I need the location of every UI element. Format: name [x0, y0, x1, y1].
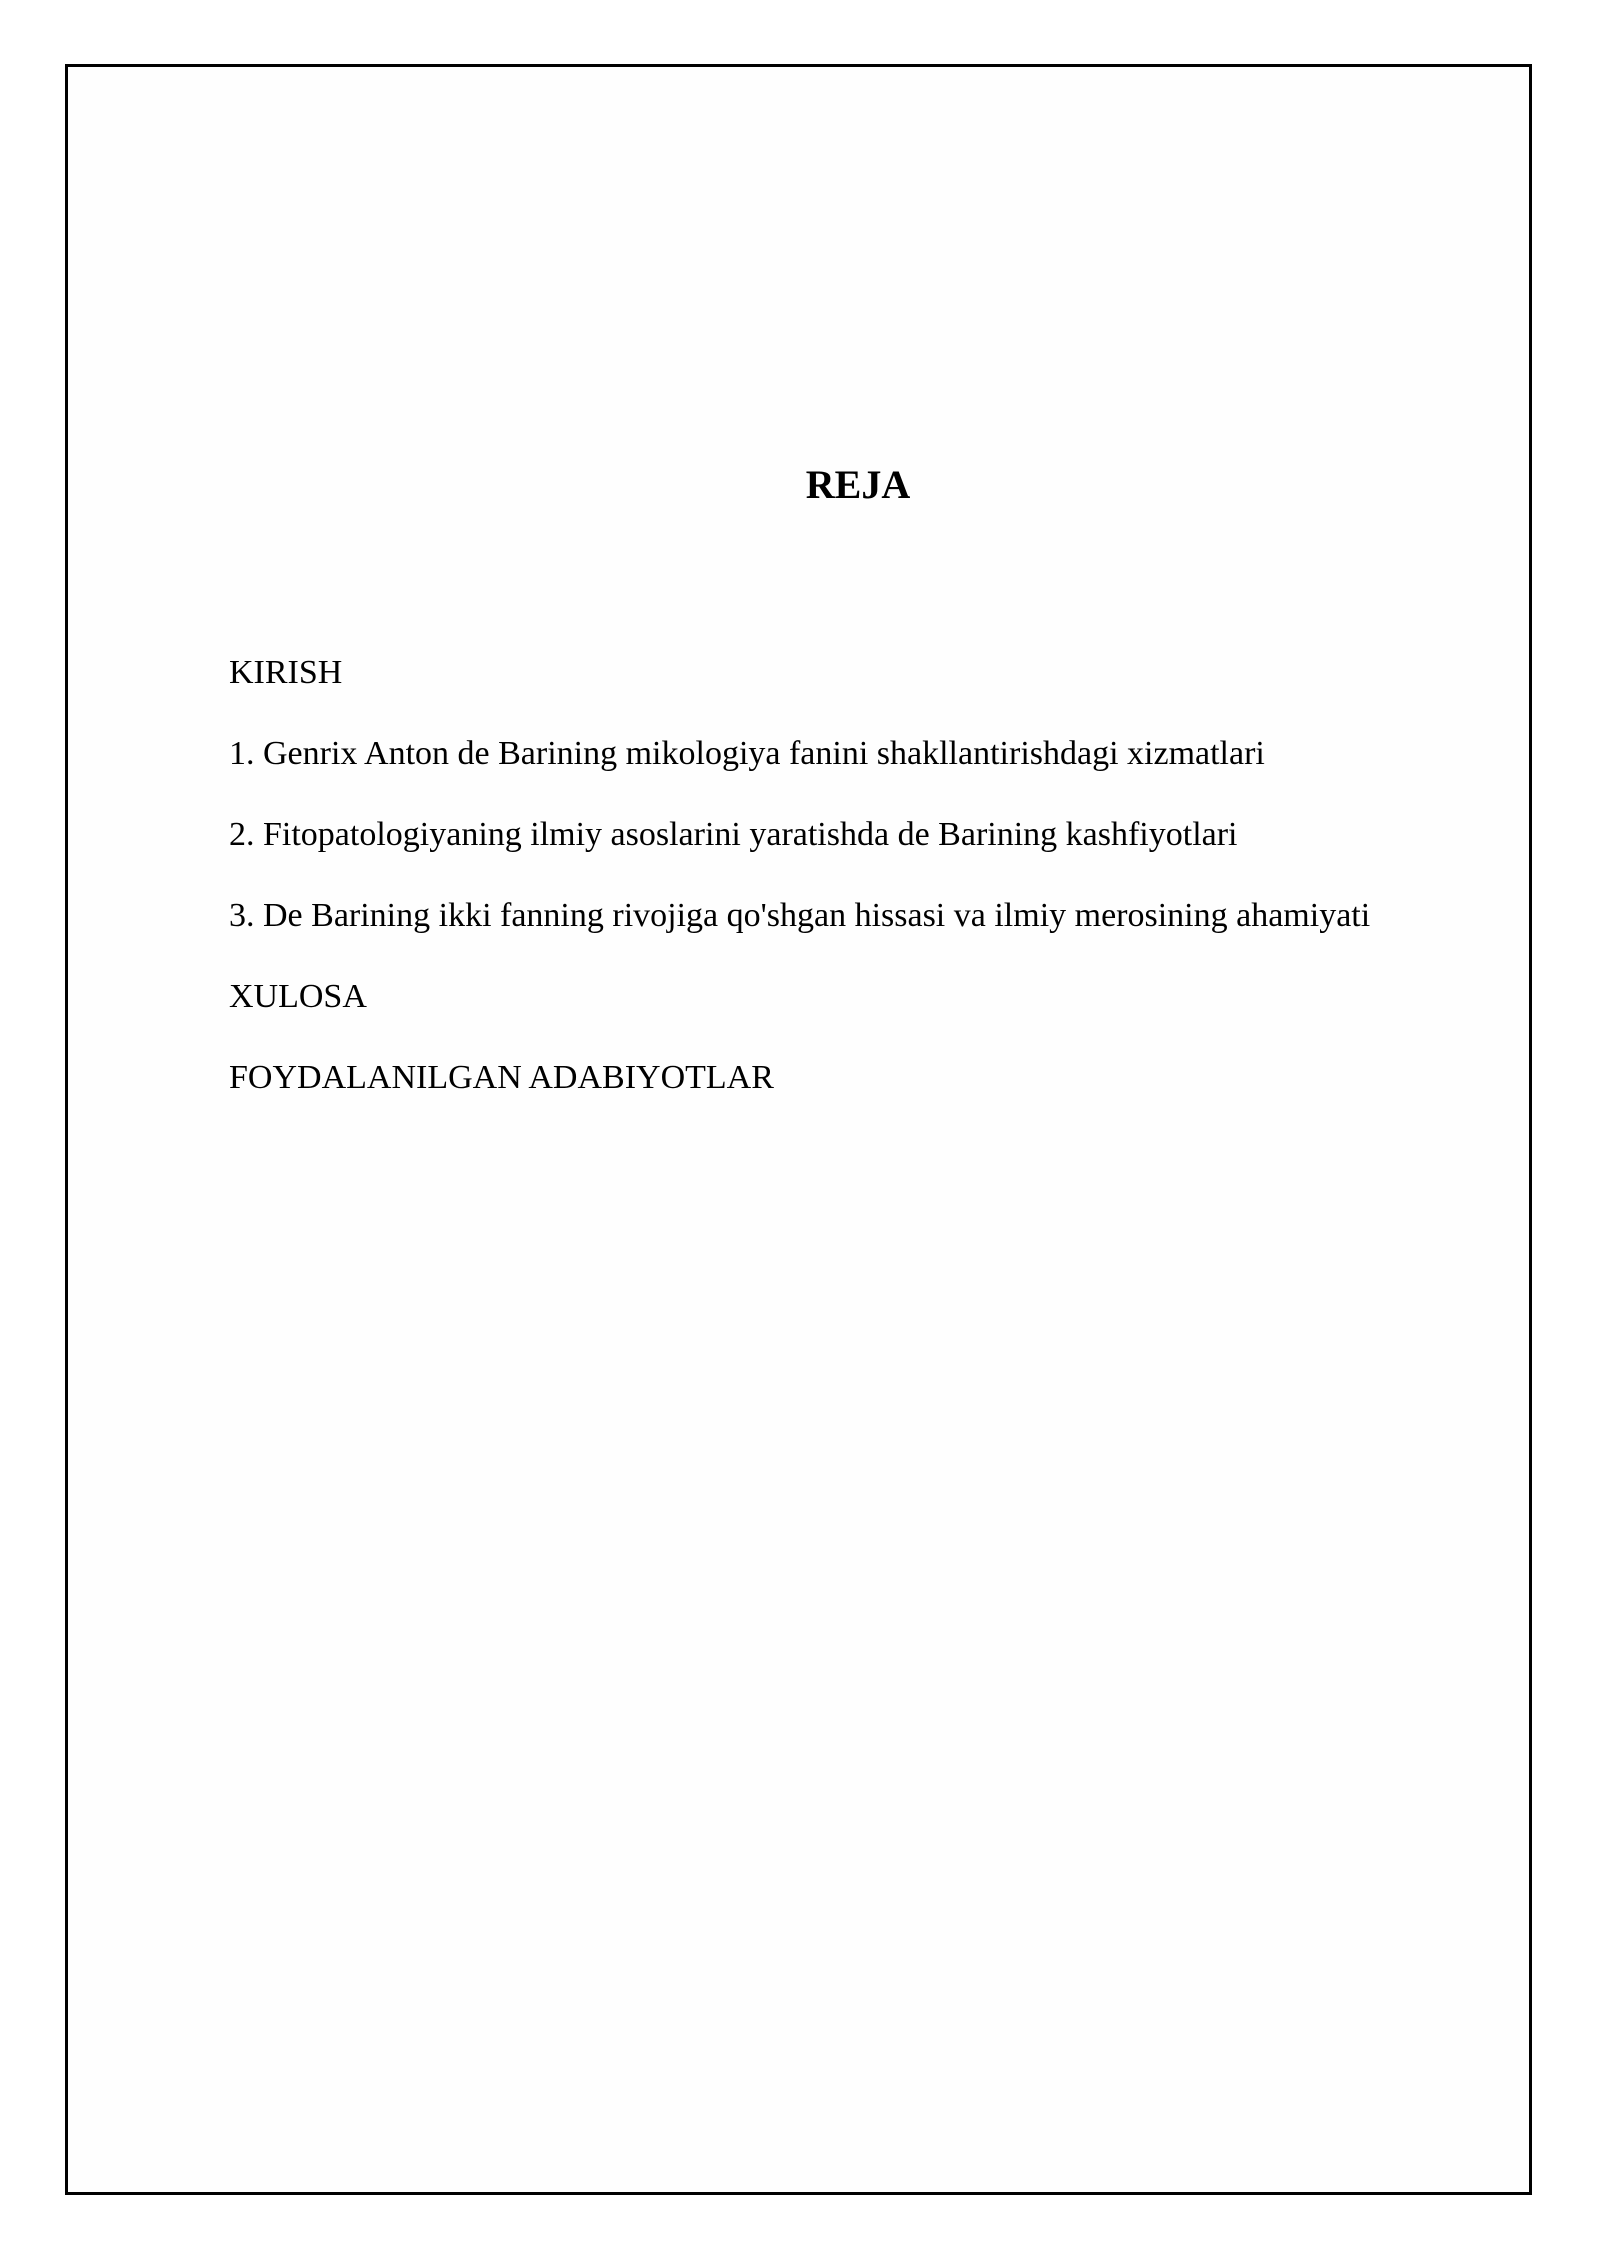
page-frame: [65, 64, 1532, 2195]
plan-item-references: FOYDALANILGAN ADABIYOTLAR: [229, 1059, 774, 1096]
plan-list: [229, 640, 1379, 1126]
plan-item-3: 3. De Barining ikki fanning rivojiga qo'shgan hissasi va ilmiy merosining ahamiyati: [229, 897, 1371, 934]
plan-item-1: 1. Genrix Anton de Barining mikologiya fanini shakllantirishdagi xizmatlari: [229, 735, 1265, 772]
plan-item-conclusion: XULOSA: [229, 978, 367, 1015]
plan-item-introduction: KIRISH: [229, 654, 343, 691]
page-title: REJA: [805, 462, 911, 507]
plan-item-2: 2. Fitopatologiyaning ilmiy asoslarini yaratishda de Barining kashfiyotlari: [229, 816, 1238, 853]
